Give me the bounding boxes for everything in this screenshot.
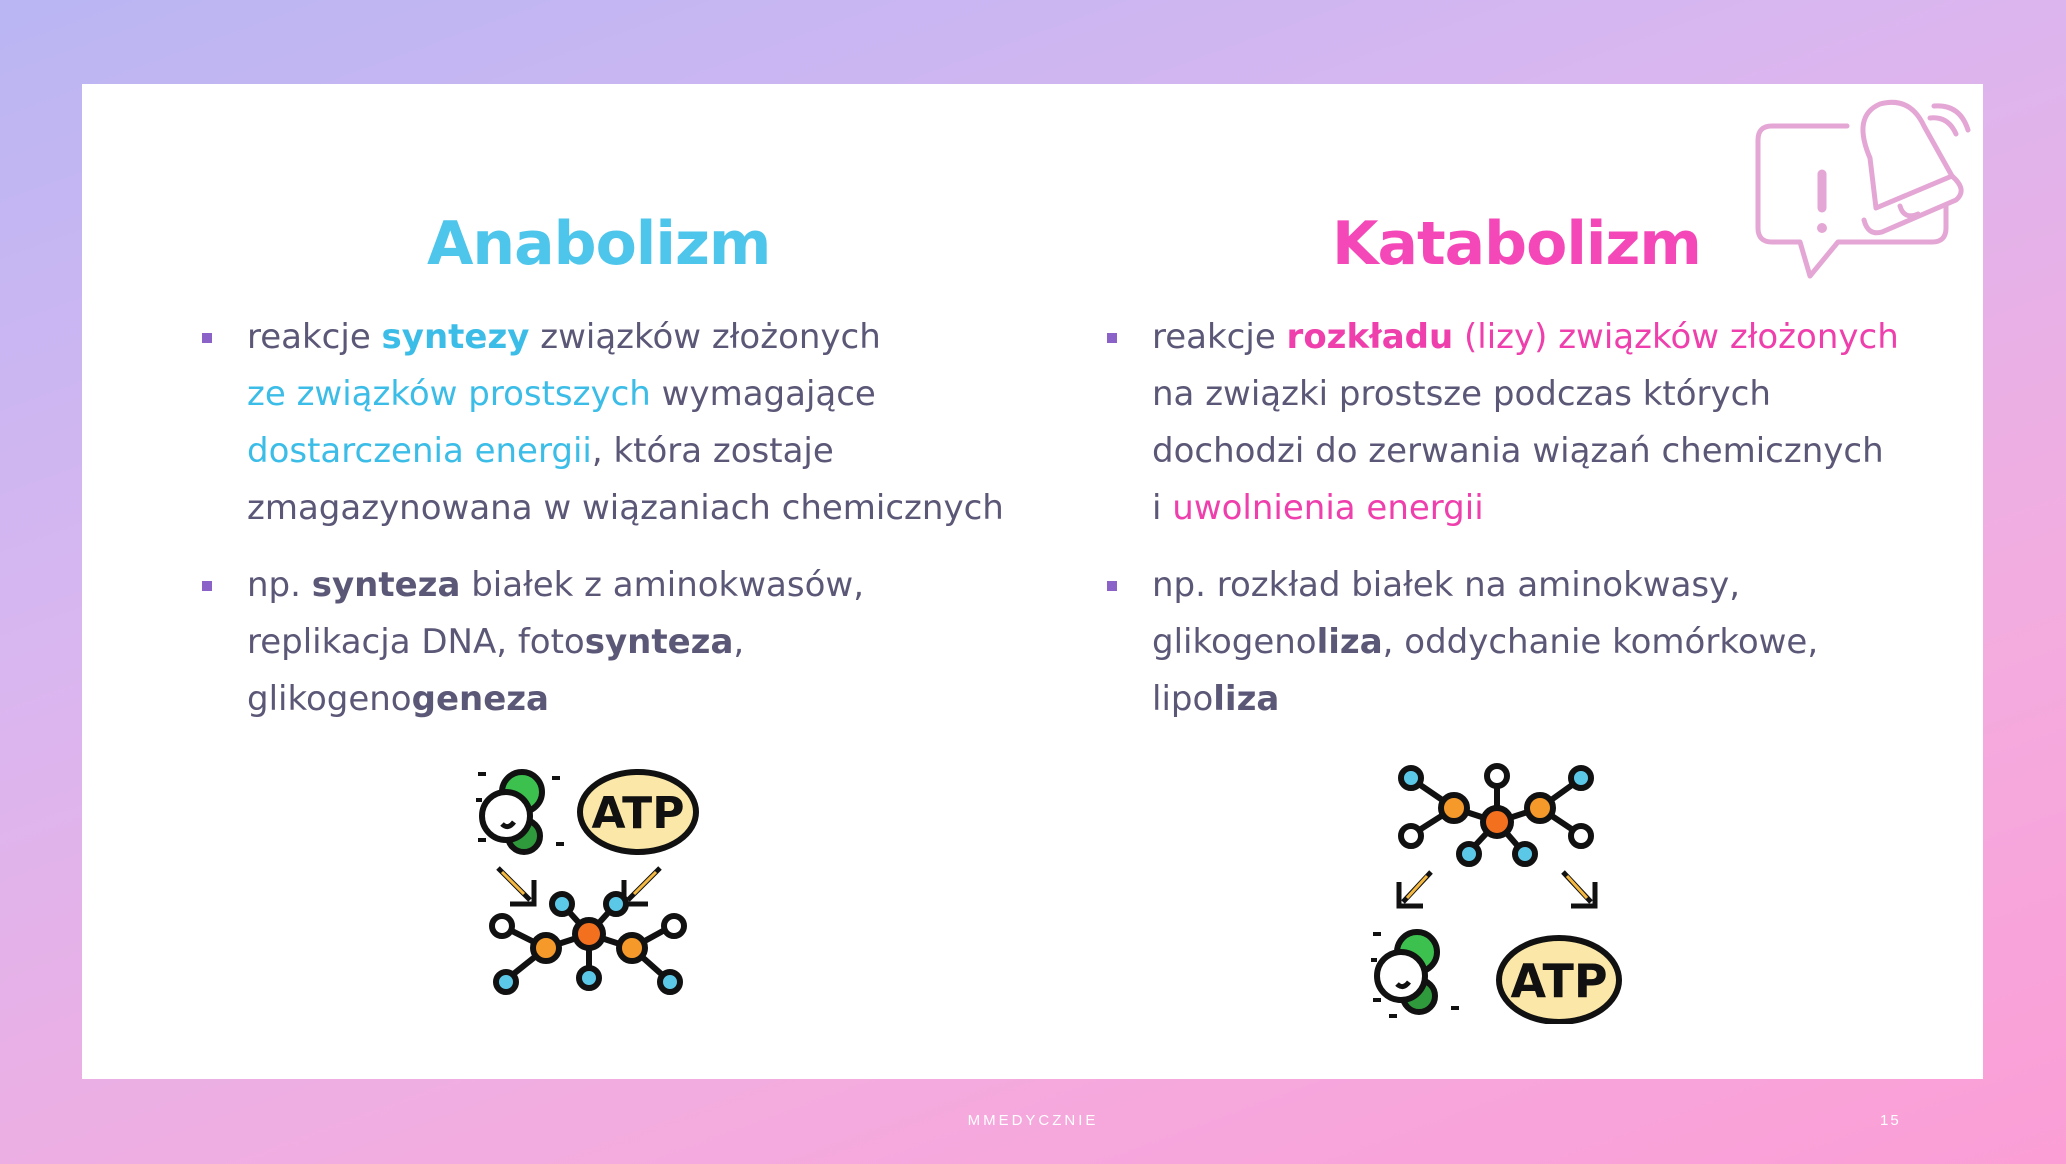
- small-molecule-icon: [1371, 932, 1459, 1016]
- bold-term: liza: [1213, 679, 1280, 719]
- atp-badge-icon: [580, 772, 696, 852]
- atp-badge-icon: [1499, 938, 1619, 1022]
- alert-bell-chat-icon: [1752, 96, 1972, 291]
- bold-term: geneza: [411, 679, 550, 719]
- arrow-down-right-icon: [1563, 872, 1595, 906]
- text: np.: [247, 565, 312, 605]
- catabolism-bullet-examples: [1107, 557, 1967, 728]
- arrow-down-right-icon: [498, 868, 534, 904]
- text: lipo: [1152, 679, 1214, 719]
- text: glikogeno: [1152, 622, 1317, 662]
- bold-term: synteza: [584, 622, 734, 662]
- text: , która zostaje: [591, 431, 834, 471]
- catabolism-bullets: [1107, 309, 1967, 748]
- catabolism-bullet-definition: [1107, 309, 1967, 537]
- text: związków złożonych: [529, 317, 881, 357]
- text: wymagające: [650, 374, 876, 414]
- anabolism-title: Anabolizm: [427, 209, 771, 279]
- text: reakcje: [247, 317, 382, 357]
- text: reakcje: [1152, 317, 1287, 357]
- arrow-down-left-icon: [1399, 872, 1431, 906]
- atp-label: ATP: [1510, 954, 1608, 1008]
- anabolism-illustration: [472, 756, 712, 1011]
- atp-label: ATP: [591, 788, 685, 839]
- text: replikacja DNA, foto: [247, 622, 585, 662]
- text: ,: [733, 622, 745, 662]
- highlight-lysis: (lizy) związków złożonych: [1453, 317, 1899, 357]
- footer-brand: MMEDYCZNIE: [967, 1112, 1099, 1129]
- bold-term: synteza: [311, 565, 461, 605]
- highlight-decomposition: rozkładu: [1286, 317, 1454, 357]
- highlight-simpler-compounds: ze związków prostszych: [247, 374, 651, 414]
- molecule-icon: [492, 894, 684, 992]
- small-molecule-icon: [476, 772, 564, 852]
- bold-term: liza: [1316, 622, 1383, 662]
- text: , oddychanie komórkowe,: [1382, 622, 1819, 662]
- catabolism-illustration: [1367, 754, 1627, 1029]
- arrow-down-left-icon: [624, 868, 660, 904]
- text: zmagazynowana w wiązaniach chemicznych: [247, 488, 1004, 528]
- highlight-synthesis: syntezy: [381, 317, 530, 357]
- molecule-icon: [1401, 766, 1591, 864]
- text: białek z aminokwasów,: [460, 565, 865, 605]
- anabolism-bullets: [202, 309, 1062, 748]
- highlight-energy-supply: dostarczenia energii: [247, 431, 592, 471]
- slide-card: [82, 84, 1983, 1079]
- text: na związki prostsze podczas których: [1152, 374, 1771, 414]
- text: np. rozkład białek na aminokwasy,: [1152, 565, 1741, 605]
- text: i: [1152, 488, 1173, 528]
- page-number: 15: [1880, 1112, 1901, 1129]
- text: glikogeno: [247, 679, 412, 719]
- anabolism-bullet-examples: [202, 557, 1062, 728]
- anabolism-bullet-definition: [202, 309, 1062, 537]
- text: dochodzi do zerwania wiązań chemicznych: [1152, 431, 1884, 471]
- highlight-energy-release: uwolnienia energii: [1172, 488, 1484, 528]
- catabolism-title: Katabolizm: [1332, 209, 1701, 279]
